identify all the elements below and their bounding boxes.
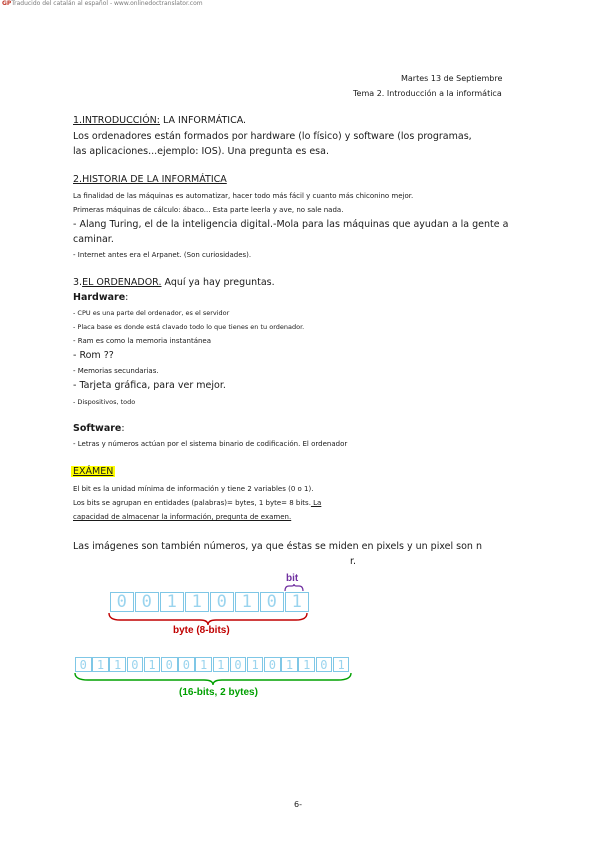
computer-number: 3. <box>73 277 83 288</box>
word-bit-cell-6: 0 <box>161 657 178 672</box>
history-line-3: - Alang Turing, el de la inteligencia digital.-Mola para las máquinas que ayudan a la gente a <box>73 219 509 230</box>
header-topic: Tema 2. Introducción a la informática <box>353 89 502 98</box>
hardware-item-cpu: - CPU es una parte del ordenador, es el servidor <box>73 309 230 317</box>
word-bit-cell-14: 1 <box>298 657 315 672</box>
history-line-2: Primeras máquinas de cálculo: ábaco... Esta parte leerla y ave, no sale nada. <box>73 206 344 214</box>
exam-line-3: capacidad de almacenar la información, pregunta de examen. <box>73 513 292 521</box>
byte-bits <box>110 592 310 612</box>
exam-line-2 <box>73 499 321 507</box>
word-bit-cell-5: 1 <box>144 657 161 672</box>
hardware-item-dispositivos: - Dispositivos, todo <box>73 398 136 406</box>
word-bit-cell-16: 1 <box>333 657 350 672</box>
word-bit-cell-12: 0 <box>264 657 281 672</box>
byte-brace <box>108 612 308 626</box>
byte-bit-cell-1: 0 <box>110 592 134 612</box>
byte-bit-cell-7: 0 <box>260 592 284 612</box>
word-bit-cell-7: 0 <box>178 657 195 672</box>
banner-text: Traducido del catalán al español - www.onlinedoctranslator.com <box>11 0 203 7</box>
word-bit-cell-15: 0 <box>316 657 333 672</box>
word-bit-cell-1: 0 <box>75 657 92 672</box>
images-line-1: Las imágenes son también números, ya que éstas se miden en pixels y un pixel son n <box>73 541 482 552</box>
intro-heading <box>73 115 246 126</box>
byte-bit-cell-8: 1 <box>285 592 309 612</box>
computer-heading <box>73 277 275 288</box>
history-line-5: - Internet antes era el Arpanet. (Son curiosidades). <box>73 251 252 259</box>
computer-heading-underlined: EL ORDENADOR. <box>82 277 162 288</box>
hardware-item-ram: - Ram es como la memoria instantánea <box>73 337 212 345</box>
hardware-item-memorias: - Memorias secundarias. <box>73 367 159 375</box>
hardware-item-rom: - Rom ?? <box>73 350 114 361</box>
exam-line-2-underlined: La <box>310 499 322 507</box>
translator-logo: GP <box>2 0 12 7</box>
hardware-heading <box>73 292 128 303</box>
word-bit-cell-2: 1 <box>92 657 109 672</box>
byte-bit-cell-6: 1 <box>235 592 259 612</box>
word-bit-cell-11: 1 <box>247 657 264 672</box>
intro-line-2: las aplicaciones...ejemplo: IOS). Una pregunta es esa. <box>73 146 329 157</box>
byte-bit-cell-4: 1 <box>185 592 209 612</box>
exam-line-1: El bit es la unidad mínima de información y tiene 2 variables (0 o 1). <box>73 485 314 493</box>
intro-heading-underlined: INTRODUCCIÓN: <box>82 115 160 126</box>
history-heading: 2.HISTORIA DE LA INFORMÁTICA <box>73 174 227 185</box>
byte-label: byte (8-bits) <box>173 625 230 636</box>
word-bit-cell-3: 1 <box>109 657 126 672</box>
intro-line-1: Los ordenadores están formados por hardware (lo físico) y software (los programas, <box>73 131 472 142</box>
hardware-colon: : <box>125 292 129 303</box>
word-bit-cell-8: 1 <box>195 657 212 672</box>
byte-bit-cell-3: 1 <box>160 592 184 612</box>
history-line-1: La finalidad de las máquinas es automatizar, hacer todo más fácil y cuanto más chiconino mejor. <box>73 192 414 200</box>
word-label: (16-bits, 2 bytes) <box>179 687 258 698</box>
hardware-label: Hardware <box>73 292 126 303</box>
exam-label: EXÁMEN <box>73 466 114 477</box>
word-bits <box>75 657 350 672</box>
hardware-item-placa: - Placa base es donde está clavado todo lo que tienes en tu ordenador. <box>73 323 305 331</box>
word-bit-cell-4: 0 <box>127 657 144 672</box>
bit-brace <box>284 584 304 592</box>
software-heading <box>73 423 125 434</box>
software-line: - Letras y números actúan por el sistema binario de codificación. El ordenador <box>73 440 348 448</box>
intro-heading-rest: LA INFORMÁTICA. <box>160 115 247 126</box>
software-colon: : <box>121 423 125 434</box>
computer-heading-rest: Aquí ya hay preguntas. <box>161 277 275 288</box>
history-line-4: caminar. <box>73 234 114 245</box>
byte-bit-cell-2: 0 <box>135 592 159 612</box>
byte-bit-cell-5: 0 <box>210 592 234 612</box>
page-number: 6- <box>294 800 302 809</box>
exam-heading <box>71 466 115 477</box>
word-bit-cell-9: 1 <box>213 657 230 672</box>
intro-number: 1. <box>73 115 83 126</box>
word-brace <box>74 672 352 686</box>
translator-banner <box>2 0 203 7</box>
bit-label: bit <box>286 573 299 584</box>
exam-line-2-text: Los bits se agrupan en entidades (palabras)= bytes, 1 byte= 8 bits. <box>73 499 311 507</box>
images-line-2: r. <box>350 556 357 567</box>
header-date: Martes 13 de Septiembre <box>401 74 503 83</box>
hardware-item-tarjeta: - Tarjeta gráfica, para ver mejor. <box>73 380 226 391</box>
word-bit-cell-13: 1 <box>281 657 298 672</box>
software-label: Software <box>73 423 122 434</box>
word-bit-cell-10: 0 <box>230 657 247 672</box>
